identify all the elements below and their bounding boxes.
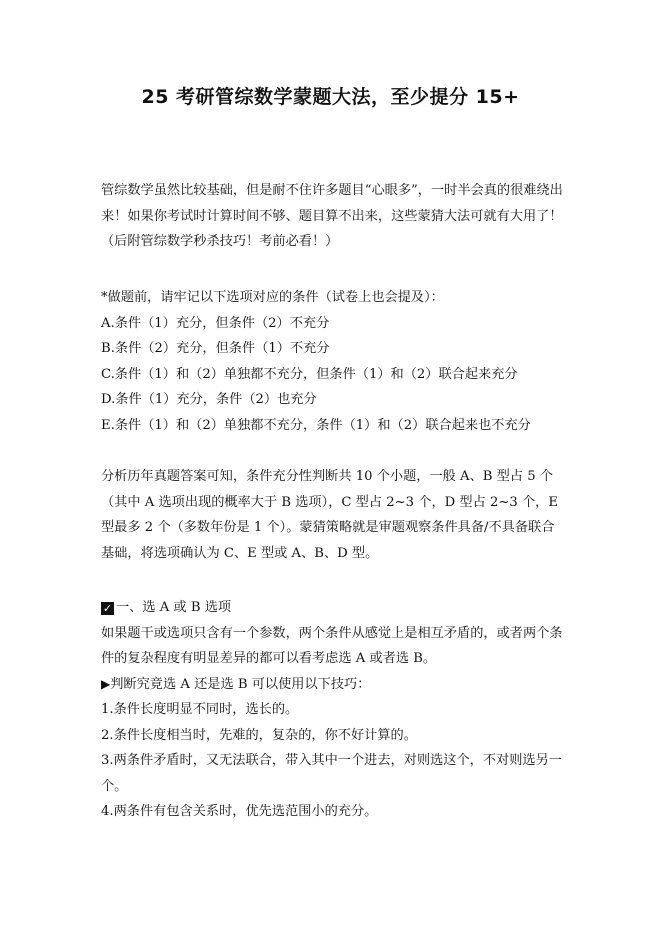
conditions-block — [101, 285, 563, 438]
section-heading-text: 一、选 A 或 B 选项 — [116, 600, 232, 615]
checkmark-icon: ✓ — [102, 602, 113, 615]
intro-paragraph — [101, 178, 563, 255]
analysis-paragraph — [101, 464, 563, 566]
tip-item-1: 1.条件长度明显不同时，选长的。 — [101, 702, 299, 717]
tip-header-text: 判断究竟选 A 还是选 B 可以使用以下技巧： — [110, 676, 371, 692]
conditions-header: *做题前，请牢记以下选项对应的条件（试卷上也会提及）： — [101, 290, 444, 305]
analysis-text: 分析历年真题答案可知，条件充分性判断共 10 个小题，一般 A、B 型占 5 个（其中 A 选项出现的概率大于 B 选项），C 型占 2~3 个，D 型占 2~3 个，E 型最多 2 个（多数年份是 1 个）。蒙猜策略就是审题观察条件具备/不具备联合基础，将选项确认为 C、E 型或 A、B、D 型。 — [101, 469, 558, 561]
condition-item-a: A.条件（1）充分，但条件（2）不充分 — [101, 315, 330, 331]
section-heading — [101, 595, 563, 621]
page-title: 25 考研管综数学蒙题大法，至少提分 15+ — [141, 86, 520, 108]
tip-header — [101, 672, 563, 698]
tip-item-2: 2.条件长度相当时，先难的，复杂的，你不好计算的。 — [101, 727, 417, 743]
intro-text: 管综数学虽然比较基础，但是耐不住许多题目“心眼多”，一时半会真的很难绕出来！如果你考试时计算时间不够、题目算不出来，这些蒙猜大法可就有大用了！（后附管综数学秒杀技巧！考前必看！） — [101, 183, 563, 249]
section-a-or-b — [101, 595, 563, 825]
condition-item-e: E.条件（1）和（2）单独都不充分，条件（1）和（2）联合起来也不充分 — [101, 417, 531, 433]
condition-item-b: B.条件（2）充分，但条件（1）不充分 — [101, 341, 330, 356]
tip-item-3: 3.两条件矛盾时，又无法联合，带入其中一个进去，对则选这个，不对则选另一个。 — [101, 753, 562, 794]
triangle-icon: ▶ — [101, 676, 111, 691]
condition-item-c: C.条件（1）和（2）单独都不充分，但条件（1）和（2）联合起来充分 — [101, 366, 518, 382]
condition-item-d: D.条件（1）充分，条件（2）也充分 — [101, 392, 317, 407]
section-paragraph: 如果题干或选项只含有一个参数，两个条件从感觉上是相互矛盾的，或者两个条件的复杂程度有明显差异的都可以看考虑选 A 或者选 B。 — [101, 625, 563, 666]
tip-item-4: 4.两条件有包含关系时，优先选范围小的充分。 — [101, 804, 378, 819]
